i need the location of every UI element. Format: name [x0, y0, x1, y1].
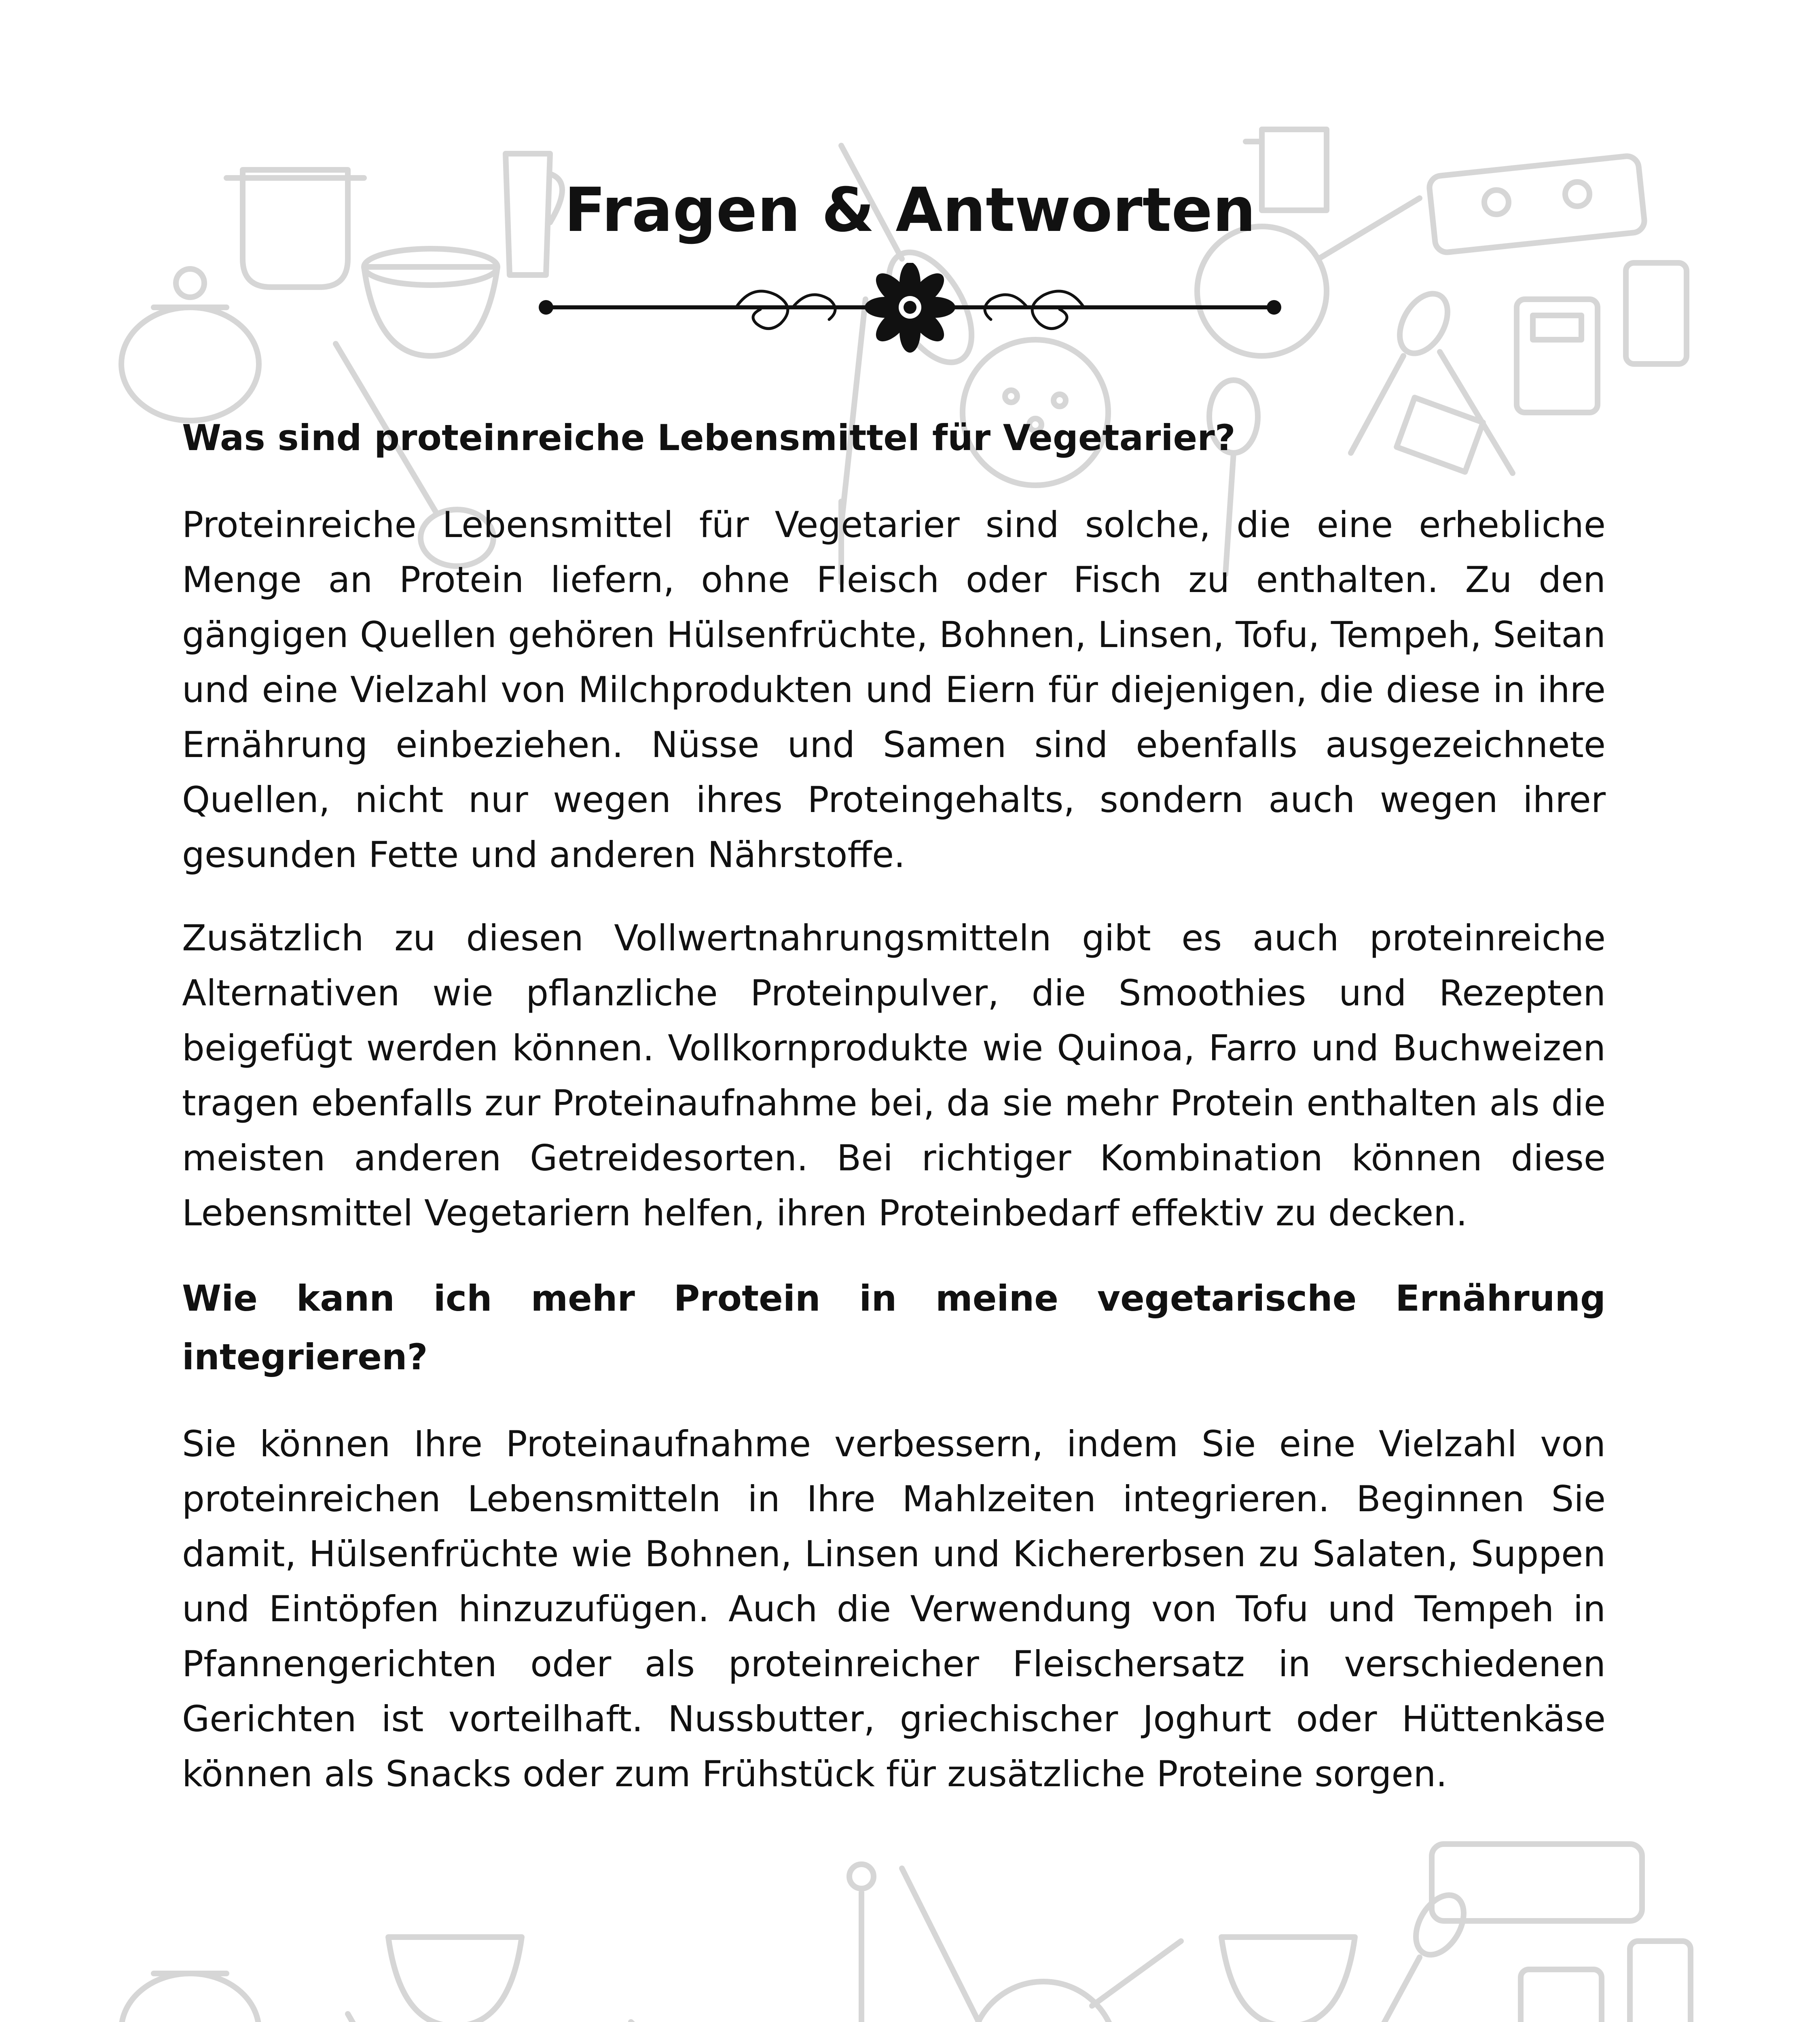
- spoon-icon: [1367, 1887, 1473, 2022]
- calculator-icon: [1521, 1969, 1602, 2022]
- grater-icon: [1626, 263, 1687, 364]
- rolling-pin-icon: [849, 1864, 874, 2022]
- bowl-icon: [1221, 1937, 1355, 2022]
- calculator-icon: [1517, 299, 1598, 412]
- faq-answer-2-paragraph-1: Sie können Ihre Proteinaufnahme verbessern, indem Sie eine Vielzahl von proteinreichen Lebensmitteln in Ihre Mahlzeiten integrieren. Beginnen Sie damit, Hülsenfrüchte wie Bohnen, Linsen und Kichererbsen zu Salaten, Suppen und Eintöpfen hinzuzufügen. Auch die Verwendung von Tofu und Tempeh in Pfannengerichten oder als proteinreicher Fleischersatz in verschiedenen Gerichten ist vorteilhaft. Nussbutter, griechischer Joghurt oder Hüttenkäse können als Snacks oder zum Frühstück für zusätzliche Proteine sorgen.: [182, 1423, 1606, 1795]
- faq-answer-1-paragraph-1: Proteinreiche Lebensmittel für Vegetarier sind solche, die eine erhebliche Menge an Protein liefern, ohne Fleisch oder Fisch zu enthalten. Zu den gängigen Quellen gehören Hülsenfrüchte, Bohnen, Linsen, Tofu, Tempeh, Seitan und eine Vielzahl von Milchprodukten und Eiern für diejenigen, die diese in ihre Ernährung einbeziehen. Nüsse und Samen sind ebenfalls ausgezeichnete Quellen, nicht nur wegen ihres Proteingehalts, sondern auch wegen ihrer gesunden Fette und anderen Nährstoffe.: [182, 504, 1606, 876]
- frying-pan-icon: [971, 1941, 1181, 2022]
- pot-icon: [121, 1973, 259, 2022]
- grater-icon: [1630, 1941, 1691, 2022]
- flower-divider-icon: [526, 263, 1294, 356]
- faq-answer-1-paragraph-2: Zusätzlich zu diesen Vollwertnahrungsmitteln gibt es auch proteinreiche Alternativen wie pflanzliche Proteinpulver, die Smoothies und Rezepten beigefügt werden können. Vollkornprodukte wie Quinoa, Farro und Buchweizen tragen ebenfalls zur Proteinaufnahme bei, da sie mehr Protein enthalten als die meisten anderen Getreidesorten. Bei richtiger Kombination können diese Lebensmittel Vegetariern helfen, ihren Proteinbedarf effektiv zu decken.: [182, 917, 1606, 1234]
- faq-content: [182, 408, 1606, 1831]
- page-title: Fragen & Antworten: [564, 175, 1256, 245]
- teapot-icon: [121, 269, 259, 421]
- bowl-icon: [388, 1937, 522, 2022]
- faq-question-1: Was sind proteinreiche Lebensmittel für Vegetarier?: [182, 417, 1236, 459]
- bowl-icon: [364, 249, 497, 356]
- faq-question-2: Wie kann ich mehr Protein in meine vegetarische Ernährung integrieren?: [182, 1277, 1606, 1378]
